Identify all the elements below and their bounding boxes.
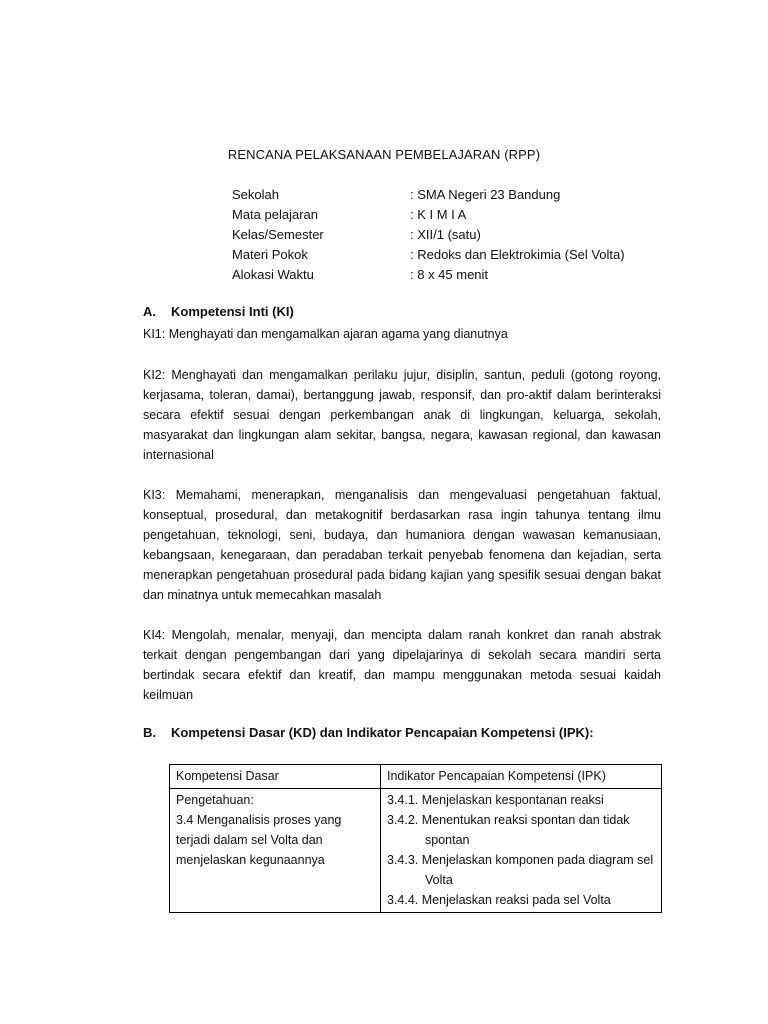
meta-row-mata-pelajaran [232,205,625,225]
kd-ipk-table [169,764,662,913]
section-letter: B. [143,725,156,740]
meta-value: : K I M I A [410,207,467,222]
kd-text: 3.4 Menganalisis proses yang terjadi dalam sel Volta dan menjelaskan kegunaannya [176,813,342,867]
ki4-paragraph: KI4: Mengolah, menalar, menyaji, dan mencipta dalam ranah konkret dan ranah abstrak terkait dengan pengembangan dari yang dipelajarinya di sekolah secara mandiri serta bertindak secara efektif dan kreatif, dan mampu menggunakan metoda sesuai kaidah keilmuan [143,628,661,702]
meta-row-alokasi-waktu [232,265,625,285]
meta-row-kelas-semester [232,225,625,245]
ipk-item: 3.4.4. Menjelaskan reaksi pada sel Volta [387,893,611,907]
ipk-item: 3.4.2. Menentukan reaksi spontan dan tidak spontan [387,813,630,847]
meta-value: : XII/1 (satu) [410,227,481,242]
section-title: Kompetensi Dasar (KD) dan Indikator Pencapaian Kompetensi (IPK): [171,725,594,740]
document-title: RENCANA PELAKSANAAN PEMBELAJARAN (RPP) [227,147,541,162]
section-letter: A. [143,304,156,319]
ki2-paragraph: KI2: Menghayati dan mengamalkan perilaku jujur, disiplin, santun, peduli (gotong royong, kerjasama, toleran, damai), bertanggung jawab, responsif, dan pro-aktif dalam berinteraksi secara efektif sesuai dengan perkembangan anak di lingkungan, keluarga, sekolah, masyarakat dan lingkungan alam sekitar, bangsa, negara, kawasan regional, dan kawasan internasional [143,368,661,462]
section-b-heading [143,725,594,740]
kd-cell [170,789,381,913]
meta-label: Materi Pokok [232,247,308,262]
meta-label: Alokasi Waktu [232,267,314,282]
section-title: Kompetensi Inti (KI) [171,304,294,319]
meta-value: : Redoks dan Elektrokimia (Sel Volta) [410,247,625,262]
meta-label: Mata pelajaran [232,207,318,222]
table-row [170,789,662,913]
meta-row-sekolah [232,185,625,205]
meta-value: : SMA Negeri 23 Bandung [410,187,561,202]
meta-label: Kelas/Semester [232,227,324,242]
meta-label: Sekolah [232,187,279,202]
table-header-row [170,765,662,789]
ipk-cell [381,789,662,913]
ipk-item: 3.4.1. Menjelaskan kespontanan reaksi [387,793,604,807]
table-header-ipk: Indikator Pencapaian Kompetensi (IPK) [381,765,662,789]
table-header-kd: Kompetensi Dasar [170,765,381,789]
identity-block [232,185,625,285]
ki1-paragraph: KI1: Menghayati dan mengamalkan ajaran agama yang dianutnya [143,327,508,341]
ipk-item: 3.4.3. Menjelaskan komponen pada diagram sel Volta [387,853,654,887]
meta-value: : 8 x 45 menit [410,267,489,282]
meta-row-materi-pokok [232,245,625,265]
ki3-paragraph: KI3: Memahami, menerapkan, menganalisis dan mengevaluasi pengetahuan faktual, konseptual, prosedural, dan metakognitif berdasarkan rasa ingin tahunya tentang ilmu pengetahuan, teknologi, seni, budaya, dan humaniora dengan wawasan kemanusiaan, kebangsaan, kenegaraan, dan peradaban terkait penyebab fenomena dan kejadian, serta menerapkan pengetahuan prosedural pada bidang kajian yang spesifik sesuai dengan bakat dan minatnya untuk memecahkan masalah [143,488,661,602]
section-a-heading [143,304,294,319]
kd-category: Pengetahuan: [176,793,254,807]
